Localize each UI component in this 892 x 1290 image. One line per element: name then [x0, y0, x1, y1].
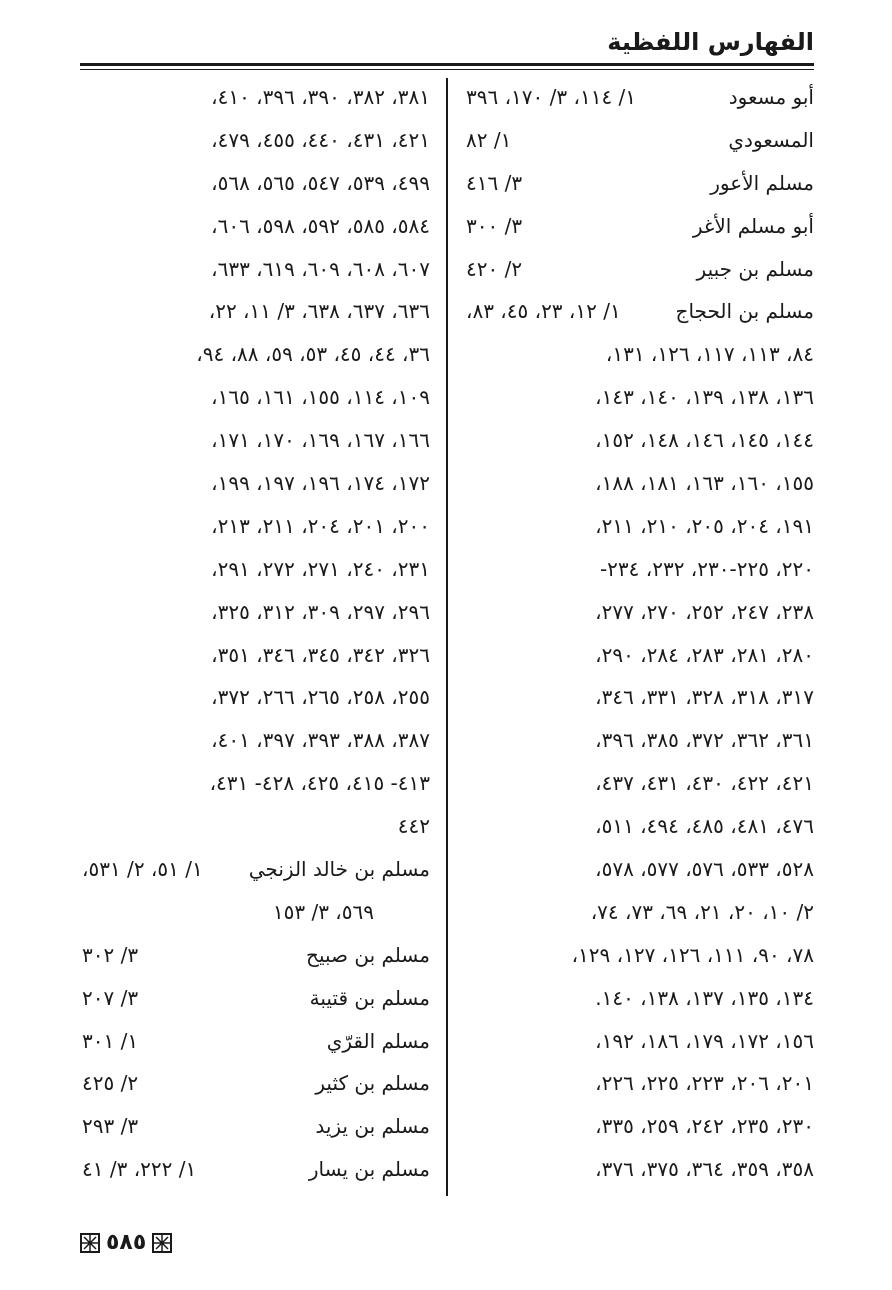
index-entry [78, 1062, 434, 1105]
index-entry [78, 934, 434, 977]
entry-refs: ٣/ ٢٠٧ [82, 985, 139, 1010]
entry-continuation: ٣٥٨، ٣٥٩، ٣٦٤، ٣٧٥، ٣٧٦، [595, 1157, 814, 1182]
index-entry [462, 1148, 818, 1191]
entry-continuation: ٣٨١، ٣٨٢، ٣٩٠، ٣٩٦، ٤١٠، [211, 85, 430, 109]
index-entry [462, 762, 818, 805]
entry-refs: ٣/ ٣٠٠ [466, 213, 523, 238]
index-entry [78, 977, 434, 1020]
entry-continuation: ٤٤٢ [397, 814, 430, 839]
entry-name: مسلم بن يزيد [315, 1114, 430, 1139]
header-rule-thin [80, 69, 814, 70]
entry-continuation: ١٩١، ٢٠٤، ٢٠٥، ٢١٠، ٢١١، [595, 513, 814, 538]
index-entry [462, 719, 818, 762]
entry-name: مسلم القرّي [326, 1028, 430, 1053]
entry-continuation: ٦٣٦، ٦٣٧، ٦٣٨، ٣/ ١١، ٢٢، [208, 299, 430, 324]
entry-name: مسلم بن قتيبة [309, 985, 430, 1010]
index-entry [78, 805, 434, 848]
entry-refs: ٣/ ٢٩٣ [82, 1114, 139, 1139]
entry-refs: ١/ ٥١، ٢/ ٥٣١، [82, 857, 203, 882]
index-entry [462, 419, 818, 462]
entry-refs: ١/ ٢٢٢، ٣/ ٤١ [82, 1157, 197, 1182]
index-entry [78, 119, 434, 162]
index-entry [78, 162, 434, 205]
entry-continuation: ٦٠٧، ٦٠٨، ٦٠٩، ٦١٩، ٦٣٣، [211, 256, 430, 281]
index-entry [462, 1020, 818, 1063]
index-entry [78, 634, 434, 677]
entry-continuation: ٤٢١، ٤٢٢، ٤٣٠، ٤٣١، ٤٣٧، [595, 771, 814, 796]
entry-continuation: ١٤٤، ١٤٥، ١٤٦، ١٤٨، ١٥٢، [595, 428, 814, 453]
index-entry [462, 76, 818, 119]
entry-continuation: ٢٩٦، ٢٩٧، ٣٠٩، ٣١٢، ٣٢٥، [211, 599, 430, 624]
entry-continuation: ٢٢٠، ٢٢٥-٢٣٠، ٢٣٢، ٢٣٤- [599, 556, 814, 581]
index-entry [78, 719, 434, 762]
index-entry [78, 1148, 434, 1191]
entry-refs: ٣/ ٣٠٢ [82, 942, 139, 967]
entry-name: مسلم بن الحجاج [675, 299, 814, 324]
entry-refs: ١/ ١٢، ٢٣، ٤٥، ٨٣، [466, 299, 621, 324]
entry-continuation: ٣٢٦، ٣٤٢، ٣٤٥، ٣٤٦، ٣٥١، [211, 642, 430, 667]
entry-continuation: ٢٥٥، ٢٥٨، ٢٦٥، ٢٦٦، ٣٧٢، [211, 685, 430, 710]
index-entry [462, 934, 818, 977]
header-rule [80, 63, 814, 66]
entry-continuation: ٣٦١، ٣٦٢، ٣٧٢، ٣٨٥، ٣٩٦، [595, 728, 814, 753]
entry-continuation: ٢٠٠، ٢٠١، ٢٠٤، ٢١١، ٢١٣، [211, 513, 430, 538]
index-entry [78, 505, 434, 548]
entry-continuation: ٧٨، ٩٠، ١١١، ١٢٦، ١٢٧، ١٢٩، [571, 942, 814, 967]
index-entry [78, 891, 434, 934]
entry-continuation: ١٦٦، ١٦٧، ١٦٩، ١٧٠، ١٧١، [211, 428, 430, 453]
index-entry [462, 548, 818, 591]
index-entry [462, 848, 818, 891]
entry-continuation: ١٠٩، ١١٤، ١٥٥، ١٦١، ١٦٥، [211, 385, 430, 410]
entry-continuation: ٨٤، ١١٣، ١١٧، ١٢٦، ١٣١، [605, 342, 814, 367]
entry-name: مسلم بن صبيح [306, 942, 430, 967]
ornament-icon [80, 1233, 100, 1253]
entry-continuation: ٢٨٠، ٢٨١، ٢٨٣، ٢٨٤، ٢٩٠، [595, 642, 814, 667]
index-entry [462, 1062, 818, 1105]
index-entry [462, 333, 818, 376]
entry-continuation: ٢٣١، ٢٤٠، ٢٧١، ٢٧٢، ٢٩١، [211, 556, 430, 581]
entry-name: مسلم بن يسار [308, 1157, 430, 1182]
index-entry [462, 805, 818, 848]
index-entry [462, 977, 818, 1020]
entry-continuation: ٢٣٠، ٢٣٥، ٢٤٢، ٢٥٩، ٣٣٥، [595, 1114, 814, 1139]
entry-name: المسعودي [728, 127, 814, 152]
entry-refs: ١/ ١١٤، ٣/ ١٧٠، ٣٩٦ [466, 85, 637, 109]
index-entry [462, 162, 818, 205]
index-entry [462, 505, 818, 548]
entry-name: مسلم بن جبير [696, 256, 814, 281]
entry-continuation: ٤٩٩، ٥٣٩، ٥٤٧، ٥٦٥، ٥٦٨، [211, 170, 430, 195]
entry-continuation: ١٧٢، ١٧٤، ١٩٦، ١٩٧، ١٩٩، [211, 471, 430, 496]
entry-continuation: ٥٨٤، ٥٨٥، ٥٩٢، ٥٩٨، ٦٠٦، [211, 213, 430, 238]
index-entry [462, 676, 818, 719]
entry-continuation: ٥٦٩، ٣/ ١٥٣ [272, 899, 374, 924]
page-header-title: الفهارس اللفظية [607, 28, 814, 56]
entry-continuation: ٤٢١، ٤٣١، ٤٤٠، ٤٥٥، ٤٧٩، [211, 127, 430, 152]
index-entry [78, 848, 434, 891]
index-entry [78, 591, 434, 634]
entry-name: مسلم بن كثير [315, 1071, 430, 1096]
entry-refs: ١/ ٣٠١ [82, 1028, 139, 1053]
index-entry [78, 462, 434, 505]
entry-continuation: ٤١٣- ٤١٥، ٤٢٥، ٤٢٨- ٤٣١، [209, 771, 430, 796]
index-entry [462, 634, 818, 677]
entry-refs: ٣/ ٤١٦ [466, 170, 523, 195]
entry-name: أبو مسعود [728, 85, 814, 109]
index-column-right [462, 76, 818, 1191]
index-entry [78, 419, 434, 462]
index-entry [78, 1020, 434, 1063]
entry-refs: ١/ ٨٢ [466, 127, 512, 152]
index-entry [78, 76, 434, 119]
index-entry [462, 248, 818, 291]
entry-name: مسلم الأعور [710, 170, 814, 195]
index-entry [78, 333, 434, 376]
index-entry [78, 548, 434, 591]
index-entry [462, 591, 818, 634]
index-column-left [78, 76, 434, 1191]
index-entry [78, 676, 434, 719]
entry-continuation: ١٣٤، ١٣٥، ١٣٧، ١٣٨، ١٤٠. [595, 985, 814, 1010]
entry-continuation: ٣١٧، ٣١٨، ٣٢٨، ٣٣١، ٣٤٦، [595, 685, 814, 710]
entry-continuation: ١٥٥، ١٦٠، ١٦٣، ١٨١، ١٨٨، [595, 471, 814, 496]
entry-refs: ٢/ ٤٢٥ [82, 1071, 139, 1096]
entry-continuation: ٣٦، ٤٤، ٤٥، ٥٣، ٥٩، ٨٨، ٩٤، [196, 342, 430, 367]
index-entry [462, 1105, 818, 1148]
index-entry [462, 119, 818, 162]
entry-name: أبو مسلم الأغر [692, 213, 814, 238]
entry-continuation: ٥٢٨، ٥٣٣، ٥٧٦، ٥٧٧، ٥٧٨، [595, 857, 814, 882]
index-entry [462, 376, 818, 419]
entry-continuation: ١٣٦، ١٣٨، ١٣٩، ١٤٠، ١٤٣، [595, 385, 814, 410]
entry-continuation: ٢٣٨، ٢٤٧، ٢٥٢، ٢٧٠، ٢٧٧، [595, 599, 814, 624]
index-entry [78, 290, 434, 333]
page-footer [80, 1230, 172, 1255]
entry-name: مسلم بن خالد الزنجي [248, 857, 430, 882]
index-entry [78, 1105, 434, 1148]
page-number: ٥٨٥ [106, 1230, 147, 1255]
entry-continuation: ٣٨٧، ٣٨٨، ٣٩٣، ٣٩٧، ٤٠١، [211, 728, 430, 753]
entry-continuation: ١٥٦، ١٧٢، ١٧٩، ١٨٦، ١٩٢، [595, 1028, 814, 1053]
index-entry [78, 248, 434, 291]
index-entry [462, 891, 818, 934]
ornament-icon [152, 1233, 172, 1253]
entry-refs: ٢/ ٤٢٠ [466, 256, 523, 281]
index-entry [78, 376, 434, 419]
entry-continuation: ٢/ ١٠، ٢٠، ٢١، ٦٩، ٧٣، ٧٤، [590, 899, 814, 924]
index-entry [462, 205, 818, 248]
index-entry [78, 205, 434, 248]
column-divider [446, 78, 448, 1196]
entry-continuation: ٢٠١، ٢٠٦، ٢٢٣، ٢٢٥، ٢٢٦، [595, 1071, 814, 1096]
entry-continuation: ٤٧٦، ٤٨١، ٤٨٥، ٤٩٤، ٥١١، [595, 814, 814, 839]
index-entry [462, 290, 818, 333]
index-entry [78, 762, 434, 805]
index-entry [462, 462, 818, 505]
